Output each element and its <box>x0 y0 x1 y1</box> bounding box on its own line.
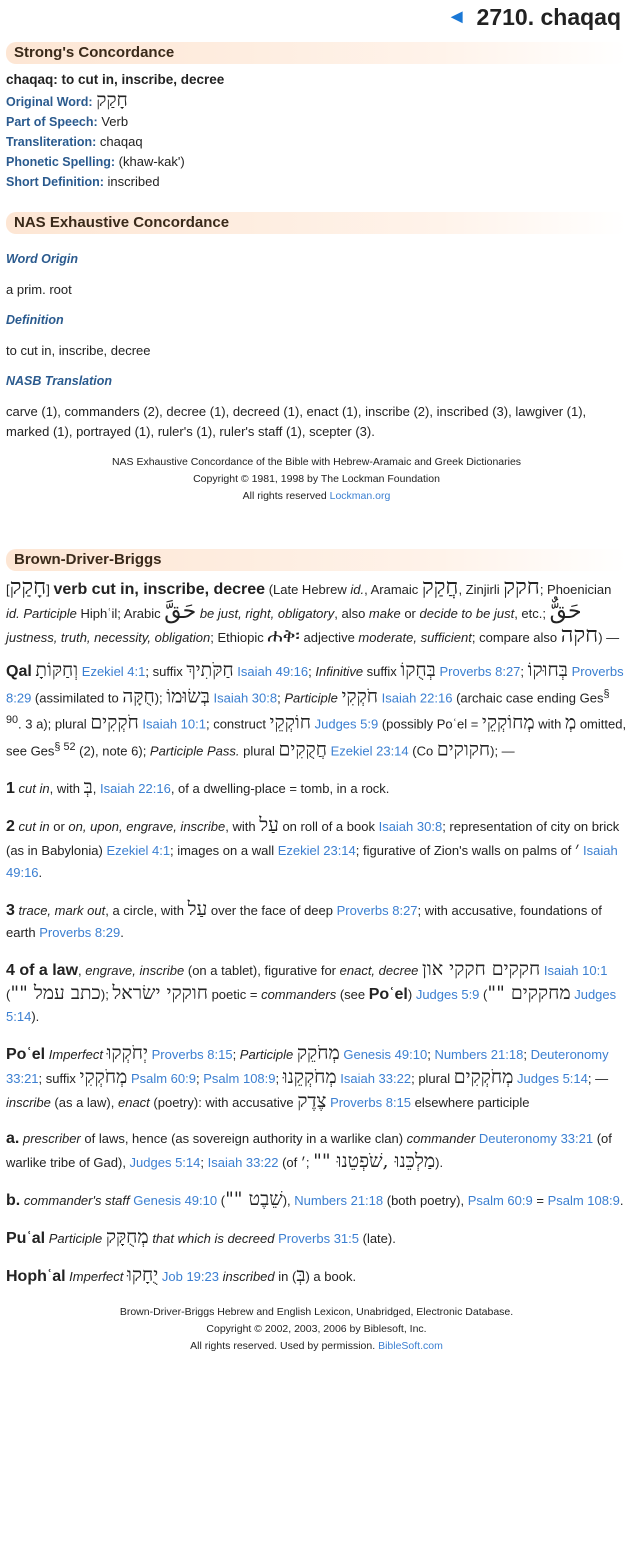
ref-ezekiel-23-14b[interactable]: Ezekiel 23:14 <box>277 842 356 858</box>
translit-row <box>6 132 627 152</box>
translit-value: chaqaq <box>99 134 143 149</box>
back-arrow-icon[interactable]: ◄ <box>446 5 467 28</box>
shortdef-label: Short Definition: <box>6 175 104 189</box>
ref-numbers-21-18b[interactable]: Numbers 21:18 <box>294 1192 384 1208</box>
bdb-sense-a: a. prescriber of laws, hence (as sovereign authority in a warlike clan) commander Deuteronomy 33:21 (of warlike tribe of Gad), Judges 5:14; Isaiah 33:22 (of מַלְכֵּנוּ ,שֹׁפְטֵנוּ "" ;׳). <box>6 1129 612 1172</box>
ref-ezekiel-23-14[interactable]: Ezekiel 23:14 <box>330 742 409 758</box>
nas-credit-line1: NAS Exhaustive Concordance of the Bible with Hebrew-Aramaic and Greek Dictionaries <box>111 456 522 468</box>
definition-label: Definition <box>6 313 64 327</box>
ref-proverbs-8-29b[interactable]: Proverbs 8:29 <box>39 924 121 940</box>
title-row <box>6 0 627 34</box>
bdb-sense-2: 2 cut in or on, upon, engrave, inscribe, with עַל on roll of a book Isaiah 30:8; representation of city on brick (as in Babylonia) Ezekiel 4:1; images on a wall Ezekiel 23:14; figurative of Zion's walls on palms of ׳ Isaiah 49:16. <box>6 813 620 880</box>
phonetic-row <box>6 152 627 172</box>
ref-isaiah-22-16[interactable]: Isaiah 22:16 <box>381 690 453 706</box>
strongs-heading: Strong's Concordance <box>6 42 627 64</box>
ref-psalm-108-9b[interactable]: Psalm 108:9 <box>547 1192 620 1208</box>
ref-isaiah-10-1[interactable]: Isaiah 10:1 <box>142 716 206 732</box>
nas-heading: NAS Exhaustive Concordance <box>6 212 627 234</box>
nasb-translation: carve (1), commanders (2), decree (1), decreed (1), enact (1), inscribe (2), inscribed (3), lawgiver (1), marked (1), portrayed (1), ruler's (1), ruler's staff (1), scepter (3). <box>6 404 587 439</box>
ref-job-19-23[interactable]: Job 19:23 <box>161 1268 219 1284</box>
word-origin-label: Word Origin <box>6 252 78 266</box>
ref-isaiah-33-22[interactable]: Isaiah 33:22 <box>340 1070 412 1086</box>
bdb-body <box>6 577 627 1355</box>
definition: to cut in, inscribe, decree <box>6 343 151 358</box>
ref-proverbs-31-5[interactable]: Proverbs 31:5 <box>278 1230 359 1246</box>
ref-genesis-49-10b[interactable]: Genesis 49:10 <box>133 1192 218 1208</box>
ref-deut-33-21b[interactable]: Deuteronomy 33:21 <box>478 1130 594 1146</box>
ref-proverbs-8-29[interactable]: Proverbs 8:29 <box>6 664 624 706</box>
bdb-credit <box>6 1304 627 1355</box>
bdb-qal: Qal וְחַקּוֹתָ Ezekiel 4:1; suffix חַקֹּתִיךְ Isaiah 49:16; Infinitive suffix בְּחֻקוֹ Proverbs 8:27; בְּחוּקוֹ Proverbs 8:29 (assimilated to חֻקָּה); בְּשׂוּמוֹ Isaiah 30:8; Participle חֹקְקִי Isaiah 22:16 (archaic case ending Ges$^{\S 90}$. 3 a); plural חֹקְקִים Isaiah 10:1; construct חוֹקְקֵי Judges 5:9 (possibly Poʿel = מְחוֹקְקֵי with מְ omitted, see Ges$^{\S 52}$ (2), note 6); Participle Pass. plural חֲקֻקִים Ezekiel 23:14 (Co חקוקים); — <box>6 659 627 760</box>
pos-row <box>6 112 627 132</box>
bdb-sense-4: 4 of a law, engrave, inscribe (on a tablet), figurative for enact, decree חקקים חקקי און Isaiah 10:1 ("" כתב עמל); חוקקי ישׂראל poetic = commanders (see Poʿel) Judges 5:9 ("" מחקקים Judges 5:14). <box>6 957 617 1024</box>
ref-psalm-108-9[interactable]: Psalm 108:9 <box>203 1070 276 1086</box>
original-word-label: Original Word: <box>6 95 93 109</box>
ref-proverbs-8-27[interactable]: Proverbs 8:27 <box>439 664 521 679</box>
ref-proverbs-8-27b[interactable]: Proverbs 8:27 <box>336 902 418 918</box>
ref-isaiah-30-8[interactable]: Isaiah 30:8 <box>213 690 278 706</box>
nas-body <box>6 252 627 505</box>
ref-judges-5-14b[interactable]: Judges 5:14 <box>517 1070 588 1086</box>
ref-judges-5-9b[interactable]: Judges 5:9 <box>415 986 480 1002</box>
ref-psalm-60-9[interactable]: Psalm 60:9 <box>130 1070 196 1086</box>
ref-isaiah-10-1b[interactable]: Isaiah 10:1 <box>543 962 608 978</box>
translit-label: Transliteration: <box>6 135 97 149</box>
phonetic-label: Phonetic Spelling: <box>6 155 116 169</box>
ref-genesis-49-10[interactable]: Genesis 49:10 <box>343 1046 428 1062</box>
word-origin: a prim. root <box>6 282 72 297</box>
nasb-label: NASB Translation <box>6 374 113 388</box>
phonetic-value: (khaw-kak') <box>118 154 185 169</box>
original-word-row <box>6 90 627 112</box>
shortdef-row <box>6 172 627 192</box>
bdb-sense-3: 3 trace, mark out, a circle, with עַל over the face of deep Proverbs 8:27; with accusative, foundations of earth Proverbs 8:29. <box>6 897 602 940</box>
ref-psalm-60-9b[interactable]: Psalm 60:9 <box>467 1192 533 1208</box>
pos-label: Part of Speech: <box>6 115 98 129</box>
ref-isaiah-22-16b[interactable]: Isaiah 22:16 <box>99 780 171 796</box>
bdb-credit-line2: Copyright © 2002, 2003, 2006 by Biblesoft, Inc. <box>206 1322 427 1335</box>
ref-isaiah-30-8b[interactable]: Isaiah 30:8 <box>378 818 443 834</box>
shortdef-value: inscribed <box>107 174 160 189</box>
ref-judges-5-14[interactable]: Judges 5:14 <box>6 986 617 1024</box>
ref-judges-5-14c[interactable]: Judges 5:14 <box>129 1154 201 1170</box>
bdb-heading: Brown-Driver-Briggs <box>6 549 627 571</box>
bdb-entry-intro: [חָקַק] verb cut in, inscribe, decree (Late Hebrew id., Aramaic חֲקַק, Zinjirli חקק; Phoenician id. Participle Hiphʿil; Arabic حَقَّ be just, right, obligatory, also make or decide to be just, etc.; حَقٌّ justness, truth, necessity, obligation; Ethiopic ሐቅ፡ adjective moderate, sufficient; compare also חקה) — <box>6 575 620 648</box>
nas-credit-line3: All rights reserved <box>242 490 327 502</box>
strongs-summary: chaqaq: to cut in, inscribe, decree <box>6 72 225 87</box>
ref-proverbs-8-15[interactable]: Proverbs 8:15 <box>151 1046 233 1062</box>
bdb-sense-1: 1 cut in, with בְּ, Isaiah 22:16, of a dwelling-place = tomb, in a rock. <box>6 775 390 798</box>
biblesoft-link[interactable]: BibleSoft.com <box>378 1339 443 1352</box>
ref-isaiah-33-22b[interactable]: Isaiah 33:22 <box>207 1154 279 1170</box>
ref-isaiah-49-16b[interactable]: Isaiah 49:16 <box>6 842 618 880</box>
ref-judges-5-9[interactable]: Judges 5:9 <box>314 716 379 732</box>
nas-credit-line2: Copyright © 1981, 1998 by The Lockman Foundation <box>193 473 440 485</box>
ref-numbers-21-18[interactable]: Numbers 21:18 <box>434 1046 524 1062</box>
bdb-hophal: Hophʿal Imperfect יֻחָקוּ Job 19:23 inscribed in (בְּ) a book. <box>6 1263 357 1286</box>
lockman-link[interactable]: Lockman.org <box>329 490 391 502</box>
ref-isaiah-49-16[interactable]: Isaiah 49:16 <box>237 664 309 679</box>
bdb-credit-line3: All rights reserved. Used by permission. <box>190 1339 376 1352</box>
ref-proverbs-8-15b[interactable]: Proverbs 8:15 <box>330 1094 412 1110</box>
nas-credit <box>6 454 627 505</box>
bdb-credit-line1: Brown-Driver-Briggs Hebrew and English Lexicon, Unabridged, Electronic Database. <box>119 1305 514 1318</box>
ref-deut-33-21[interactable]: Deuteronomy 33:21 <box>6 1046 609 1086</box>
pos-value: Verb <box>101 114 129 129</box>
ref-ezekiel-4-1b[interactable]: Ezekiel 4:1 <box>106 842 171 858</box>
bdb-poel: Poʿel Imperfect יְחֹקְקוּ Proverbs 8:15; Participle מְחֹקֵק Genesis 49:10; Numbers 21:18; Deuteronomy 33:21; suffix מְחֹקְקִי Psalm 60:9; Psalm 108:9; מְחֹקְקֵנוּ Isaiah 33:22; plural מְחֹקְקִים Judges 5:14; — inscribe (as a law), enact (poetry): with accusative צֶדֶק Proverbs 8:15 elsewhere participle <box>6 1041 609 1112</box>
strongs-body <box>6 70 627 192</box>
page-title: 2710. chaqaq <box>476 3 621 30</box>
bdb-pual: Puʿal Participle מְחֻקָּק that which is decreed Proverbs 31:5 (late). <box>6 1225 396 1248</box>
ref-ezekiel-4-1[interactable]: Ezekiel 4:1 <box>81 664 146 679</box>
original-word: חָקַק <box>96 89 128 111</box>
bdb-sense-b: b. commander's staff Genesis 49:10 ("" שֵׁבֶט), Numbers 21:18 (both poetry), Psalm 60:9 = Psalm 108:9. <box>6 1187 624 1210</box>
